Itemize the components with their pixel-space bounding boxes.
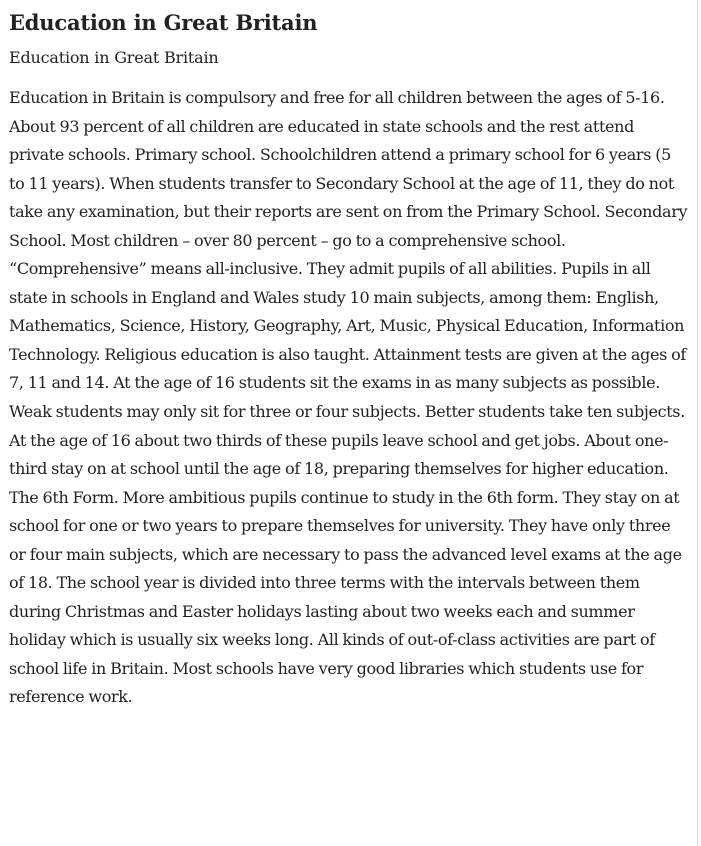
page-title: Education in Great Britain bbox=[9, 10, 318, 35]
page-subtitle: Education in Great Britain bbox=[9, 48, 219, 67]
article-body-text: Education in Britain is compulsory and free for all children between the ages of 5-16. About 93 percent of all children are educated in state schools and the rest attend private schools. Primary school. Schoolchildren attend a primary school for 6 years (5 to 11 years). When students transfer to Secondary School at the age of 11, they do not take any examination, but their reports are sent on from the Primary School. Secondary School. Most children – over 80 percent – go to a comprehensive school. “Comprehensive” means all-inclusive. They admit pupils of all abilities. Pupils in all state in schools in England and Wales study 10 main subjects, among them: English, Mathematics, Science, History, Geography, Art, Music, Physical Education, Information Technology. Religious education is also taught. Attainment tests are given at the ages of 7, 11 and 14. At the age of 16 students sit the exams in as many subjects as possible. Weak students may only sit for three or four subjects. Better students take ten subjects. At the age of 16 about two thirds of these pupils leave school and get jobs. About one-third stay on at school until the age of 18, preparing themselves for higher education. The 6th Form. More ambitious pupils continue to study in the 6th form. They stay on at school for one or two years to prepare themselves for university. They have only three or four main subjects, which are necessary to pass the advanced level exams at the age of 18. The school year is divided into three terms with the intervals between them during Christmas and Easter holidays lasting about two weeks each and summer holiday which is usually six weeks long. All kinds of out-of-class activities are part of school life in Britain. Most schools have very good libraries which students use for reference work. bbox=[9, 88, 688, 707]
